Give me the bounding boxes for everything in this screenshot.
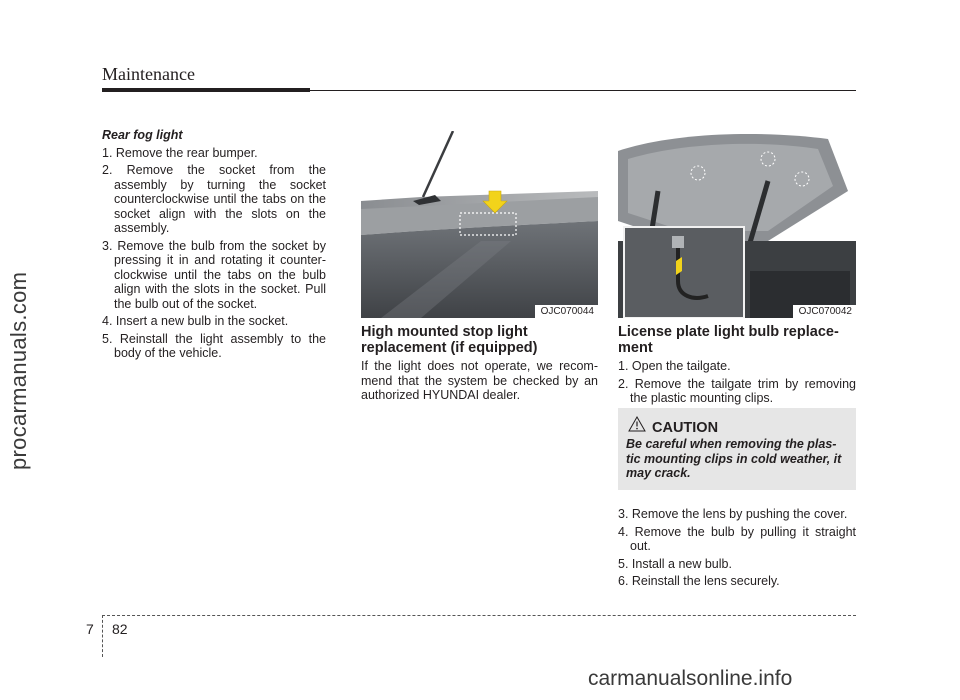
stop-light-illustration (361, 131, 598, 318)
high-mounted-body: If the light does not operate, we recom-mend that the system be checked by an authorized HYUNDAI dealer. (361, 359, 598, 402)
stop-light-figure (361, 131, 598, 318)
footer-rule (102, 615, 856, 616)
page-number: 82 (112, 621, 128, 637)
rear-fog-step: 5. Reinstall the light assembly to the body of the vehicle. (102, 331, 326, 360)
license-step: 4. Remove the bulb by pulling it straight out. (618, 524, 856, 553)
header-rule-thick (102, 88, 310, 92)
license-step: 6. Reinstall the lens securely. (618, 574, 780, 588)
rear-fog-step: 3. Remove the bulb from the socket by pressing it in and rotating it counter-clockwise until the tabs on the bulb align with the slots in the socket. Pull the bulb out of the socket. (102, 238, 326, 311)
rear-fog-steps (102, 146, 326, 361)
side-watermark: procarmanuals.com (6, 271, 31, 470)
section-title: Maintenance (102, 64, 195, 84)
license-plate-heading: License plate light bulb replace-ment (618, 324, 839, 356)
caution-body: Be careful when removing the plas-tic mounting clips in cold weather, it may crack. (626, 437, 842, 480)
figure-code: OJC070044 (535, 305, 598, 318)
license-plate-steps-b (618, 507, 856, 592)
figure-code: OJC070042 (793, 305, 856, 318)
header-rule-thin (310, 90, 856, 91)
high-mounted-heading: High mounted stop light replacement (if equipped) (361, 324, 538, 356)
license-plate-steps-a (618, 359, 856, 409)
license-step: 2. Remove the tailgate trim by removing the plastic mounting clips. (618, 376, 856, 405)
license-step: 3. Remove the lens by pushing the cover. (618, 507, 848, 521)
tailgate-illustration (618, 131, 856, 318)
rear-fog-section (102, 128, 326, 364)
chapter-number: 7 (86, 621, 94, 637)
rear-fog-step: 1. Remove the rear bumper. (102, 145, 258, 160)
rear-fog-title: Rear fog light (102, 128, 183, 142)
rear-fog-step: 4. Insert a new bulb in the socket. (102, 314, 289, 328)
license-step: 5. Install a new bulb. (618, 556, 732, 571)
rear-fog-step: 2. Remove the socket from the assembly by turning the socket counterclockwise until the tabs on the socket align with the slots on the assembly. (102, 163, 326, 235)
footer-divider (102, 615, 103, 657)
license-plate-figure (618, 131, 856, 318)
caution-title: CAUTION (652, 420, 719, 436)
license-step: 1. Open the tailgate. (618, 359, 731, 373)
warning-triangle-icon (628, 416, 646, 432)
bottom-watermark: carmanualsonline.info (588, 667, 793, 690)
caution-box (618, 408, 856, 490)
